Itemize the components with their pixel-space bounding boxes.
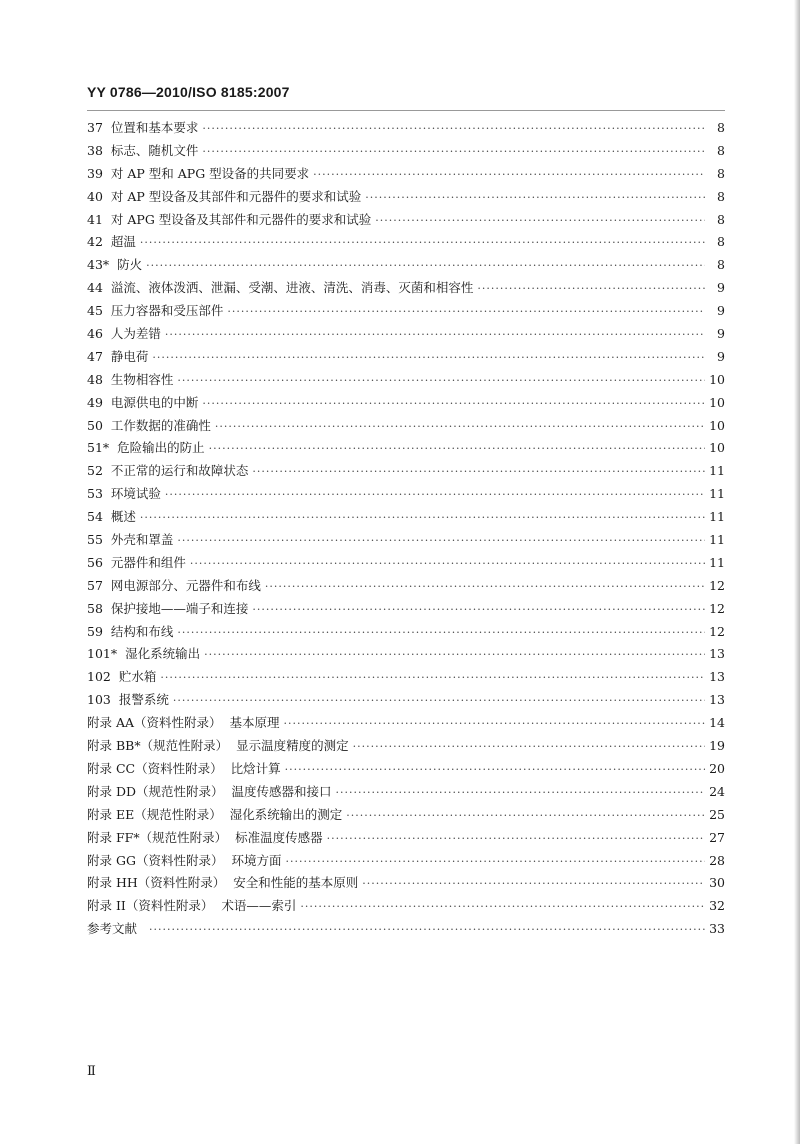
toc-entry-page: 9 (717, 326, 725, 342)
toc-entry (87, 872, 725, 895)
table-of-contents (87, 117, 725, 941)
toc-entry (87, 392, 725, 415)
toc-entry-number: 附录 II（资料性附录） (87, 898, 214, 914)
toc-entry (87, 918, 725, 941)
toc-entry (87, 575, 725, 598)
toc-entry-page: 11 (709, 486, 725, 502)
toc-entry-number: 附录 HH（资料性附录） (87, 875, 226, 891)
toc-entry-page: 28 (709, 852, 725, 868)
toc-entry-title: 比焓计算 (230, 760, 281, 776)
toc-entry (87, 231, 725, 254)
toc-entry (87, 827, 725, 850)
toc-entry-page: 11 (709, 509, 725, 525)
toc-entry-title: 溢流、液体泼洒、泄漏、受潮、进液、清洗、消毒、灭菌和相容性 (110, 280, 474, 296)
toc-entry-number: 53 (87, 486, 103, 502)
toc-leader-dots (365, 187, 705, 210)
toc-leader-dots (177, 622, 705, 645)
toc-entry (87, 666, 725, 689)
toc-entry-number: 39 (87, 165, 103, 181)
toc-leader-dots (252, 599, 705, 622)
toc-entry-number: 44 (87, 280, 103, 296)
toc-entry-number: 42 (87, 234, 103, 250)
toc-entry-title: 湿化系统输出 (125, 646, 201, 662)
toc-entry-number: 49 (87, 394, 103, 410)
toc-entry-page: 8 (717, 234, 725, 250)
toc-entry-page: 9 (717, 303, 725, 319)
toc-entry-number: 附录 CC（资料性附录） (87, 760, 223, 776)
toc-entry (87, 712, 725, 735)
toc-entry-page: 8 (717, 257, 725, 273)
toc-entry-page: 10 (709, 371, 725, 387)
toc-entry-page: 32 (709, 898, 725, 914)
toc-entry (87, 895, 725, 918)
toc-entry (87, 186, 725, 209)
toc-entry-number: 58 (87, 600, 103, 616)
toc-entry (87, 277, 725, 300)
toc-entry-number: 59 (87, 623, 103, 639)
toc-leader-dots (152, 347, 705, 370)
toc-entry-title: 湿化系统输出的测定 (229, 806, 343, 822)
toc-leader-dots (146, 255, 705, 278)
toc-entry (87, 621, 725, 644)
toc-entry-number: 54 (87, 509, 103, 525)
toc-entry-title: 安全和性能的基本原则 (233, 875, 359, 891)
toc-entry (87, 369, 725, 392)
toc-entry-page: 9 (717, 348, 725, 364)
toc-entry-page: 30 (709, 875, 725, 891)
toc-entry-number: 38 (87, 142, 103, 158)
toc-entry (87, 643, 725, 666)
toc-leader-dots (313, 164, 705, 187)
toc-leader-dots (140, 232, 705, 255)
toc-leader-dots (202, 118, 705, 141)
toc-entry (87, 529, 725, 552)
toc-entry (87, 117, 725, 140)
toc-entry (87, 254, 725, 277)
toc-leader-dots (375, 210, 705, 233)
toc-entry-page: 8 (717, 211, 725, 227)
toc-entry (87, 781, 725, 804)
toc-entry-page: 19 (709, 738, 725, 754)
toc-entry (87, 300, 725, 323)
toc-entry-number: 附录 FF*（规范性附录） (87, 829, 228, 845)
toc-entry-number: 45 (87, 303, 103, 319)
toc-entry-number: 40 (87, 188, 103, 204)
toc-leader-dots (265, 576, 705, 599)
toc-entry-number: 附录 EE（规范性附录） (87, 806, 222, 822)
toc-leader-dots (140, 507, 705, 530)
toc-leader-dots (177, 530, 705, 553)
toc-entry (87, 209, 725, 232)
toc-entry-title: 报警系统 (118, 692, 169, 708)
toc-entry (87, 689, 725, 712)
toc-entry-number: 37 (87, 120, 103, 135)
toc-entry-title: 标志、随机文件 (110, 142, 199, 158)
toc-entry (87, 850, 725, 873)
toc-entry (87, 346, 725, 369)
toc-entry (87, 483, 725, 506)
toc-entry (87, 758, 725, 781)
toc-entry-page: 10 (709, 394, 725, 410)
toc-entry-page: 8 (717, 120, 725, 135)
toc-entry-title: 静电荷 (110, 348, 149, 364)
toc-entry-title: 超温 (110, 234, 136, 250)
toc-entry-page: 13 (709, 646, 725, 662)
toc-entry-page: 20 (709, 760, 725, 776)
toc-entry-number: 附录 BB*（规范性附录） (87, 738, 229, 754)
toc-leader-dots (209, 438, 705, 461)
toc-entry-title: 温度传感器和接口 (231, 783, 332, 799)
toc-leader-dots (362, 873, 705, 896)
toc-entry-title: 元器件和组件 (110, 554, 186, 570)
toc-entry-title: 环境方面 (231, 852, 282, 868)
toc-entry-page: 27 (709, 829, 725, 845)
toc-entry (87, 323, 725, 346)
toc-entry-number: 46 (87, 326, 103, 342)
toc-leader-dots (327, 828, 705, 851)
toc-entry-page: 8 (717, 188, 725, 204)
toc-leader-dots (173, 690, 705, 713)
toc-leader-dots (477, 278, 705, 301)
page-header: YY 0786—2010/ISO 8185:2007 (87, 84, 290, 100)
toc-entry (87, 804, 725, 827)
toc-leader-dots (165, 324, 705, 347)
toc-entry-title: 防火 (117, 257, 143, 273)
toc-entry-title: 基本原理 (229, 715, 280, 731)
toc-entry-number: 52 (87, 463, 103, 479)
toc-entry (87, 598, 725, 621)
toc-entry-page: 13 (709, 669, 725, 685)
toc-entry (87, 140, 725, 163)
toc-entry-number: 55 (87, 532, 103, 548)
toc-entry-page: 14 (709, 715, 725, 731)
toc-entry-title: 危险输出的防止 (117, 440, 205, 456)
toc-entry (87, 506, 725, 529)
scan-edge (794, 0, 800, 1144)
toc-entry-title: 对 APG 型设备及其部件和元器件的要求和试验 (110, 211, 372, 227)
toc-entry-page: 11 (709, 554, 725, 570)
toc-leader-dots (202, 393, 705, 416)
toc-leader-dots (149, 919, 705, 942)
toc-entry-number: 附录 GG（资料性附录） (87, 852, 224, 868)
toc-leader-dots (300, 896, 705, 919)
toc-entry-page: 10 (709, 417, 725, 433)
toc-entry-page: 12 (709, 623, 725, 639)
toc-entry-number: 102 (87, 669, 111, 685)
toc-entry-page: 11 (709, 463, 725, 479)
toc-leader-dots (346, 805, 705, 828)
page-number: Ⅱ (87, 1064, 96, 1079)
toc-entry (87, 415, 725, 438)
toc-leader-dots (165, 484, 705, 507)
toc-entry-number: 47 (87, 348, 103, 364)
toc-entry-number: 103 (87, 692, 111, 708)
toc-entry-title: 结构和布线 (110, 623, 174, 639)
toc-entry-title: 电源供电的中断 (110, 394, 199, 410)
toc-entry-number: 43* (87, 257, 110, 273)
toc-entry-title: 贮水箱 (118, 669, 157, 685)
toc-entry-number: 51* (87, 440, 110, 456)
header-rule (87, 110, 725, 111)
toc-entry-number: 附录 AA（资料性附录） (87, 715, 222, 731)
toc-entry-number: 附录 DD（规范性附录） (87, 783, 224, 799)
toc-entry-title: 显示温度精度的测定 (236, 738, 349, 754)
toc-entry-title: 人为差错 (110, 326, 161, 342)
toc-entry (87, 163, 725, 186)
toc-entry-number: 57 (87, 577, 103, 593)
toc-entry-page: 8 (717, 165, 725, 181)
toc-leader-dots (353, 736, 705, 759)
toc-entry-number: 50 (87, 417, 103, 433)
toc-entry-title: 对 AP 型和 APG 型设备的共同要求 (110, 165, 310, 181)
toc-entry-page: 10 (709, 440, 725, 456)
toc-entry-title: 位置和基本要求 (110, 120, 199, 135)
toc-entry-title: 工作数据的准确性 (110, 417, 211, 433)
toc-entry-title: 外壳和罩盖 (110, 532, 174, 548)
toc-entry-title: 保护接地——端子和连接 (110, 600, 249, 616)
toc-entry-title: 标准温度传感器 (235, 829, 323, 845)
toc-leader-dots (336, 782, 705, 805)
toc-leader-dots (284, 713, 705, 736)
toc-entry-page: 11 (709, 532, 725, 548)
toc-leader-dots (215, 416, 705, 439)
toc-entry-page: 25 (709, 806, 725, 822)
toc-entry-title: 概述 (110, 509, 136, 525)
toc-entry-title: 环境试验 (110, 486, 161, 502)
toc-entry (87, 735, 725, 758)
toc-entry-title: 压力容器和受压部件 (110, 303, 224, 319)
toc-entry-title: 不正常的运行和故障状态 (110, 463, 249, 479)
toc-entry-title: 生物相容性 (110, 371, 174, 387)
toc-entry-page: 12 (709, 577, 725, 593)
toc-entry-page: 8 (717, 142, 725, 158)
toc-entry-title: 术语——索引 (221, 898, 297, 914)
toc-leader-dots (177, 370, 705, 393)
toc-entry-number: 48 (87, 371, 103, 387)
toc-leader-dots (204, 644, 705, 667)
toc-entry-page: 9 (717, 280, 725, 296)
toc-leader-dots (285, 759, 705, 782)
toc-entry (87, 552, 725, 575)
toc-leader-dots (227, 301, 705, 324)
toc-entry (87, 437, 725, 460)
toc-leader-dots (190, 553, 705, 576)
toc-entry-number: 101* (87, 646, 118, 662)
toc-entry (87, 460, 725, 483)
toc-leader-dots (252, 461, 705, 484)
toc-leader-dots (202, 141, 705, 164)
toc-leader-dots (285, 851, 705, 874)
toc-entry-number: 56 (87, 554, 103, 570)
toc-entry-number: 41 (87, 211, 103, 227)
toc-entry-page: 33 (709, 921, 725, 937)
toc-entry-page: 24 (709, 783, 725, 799)
toc-leader-dots (160, 667, 705, 690)
toc-entry-title: 网电源部分、元器件和布线 (110, 577, 261, 593)
toc-entry-number: 参考文献 (87, 921, 138, 937)
toc-entry-page: 12 (709, 600, 725, 616)
toc-entry-title: 对 AP 型设备及其部件和元器件的要求和试验 (110, 188, 362, 204)
toc-entry-page: 13 (709, 692, 725, 708)
